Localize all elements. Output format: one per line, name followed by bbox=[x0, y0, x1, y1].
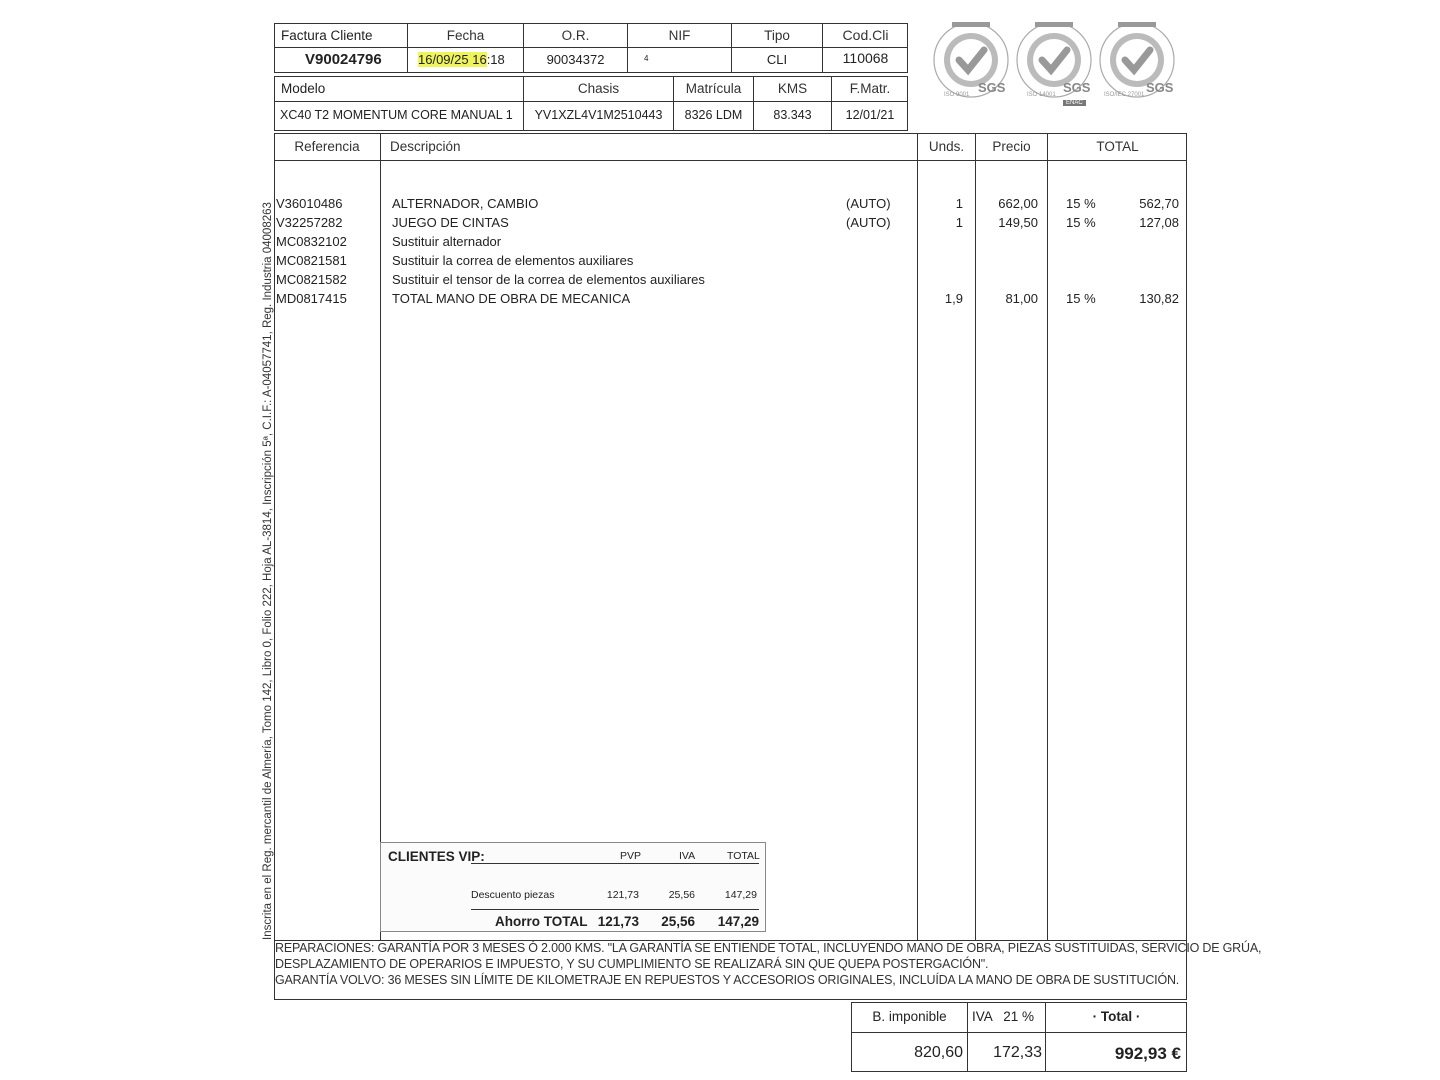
row-total: 127,08 bbox=[1139, 215, 1179, 230]
vip-sum-iva: 25,56 bbox=[661, 914, 695, 929]
vip-row-pvp: 121,73 bbox=[606, 889, 639, 901]
modelo-value: XC40 T2 MOMENTUM CORE MANUAL 1 bbox=[280, 108, 513, 122]
row-ref: MC0821581 bbox=[276, 253, 347, 268]
divider bbox=[274, 47, 908, 48]
row-tag: (AUTO) bbox=[846, 215, 891, 230]
row-desc: Sustituir el tensor de la correa de elementos auxiliares bbox=[392, 272, 705, 287]
vip-col-iva: IVA bbox=[679, 850, 696, 862]
vip-col-total: TOTAL bbox=[727, 850, 760, 862]
sgs-mark: SGS bbox=[1146, 80, 1174, 95]
nif-value: 4 bbox=[644, 54, 649, 63]
label-nif: NIF bbox=[668, 28, 691, 43]
row-ref: MC0821582 bbox=[276, 272, 347, 287]
invoice-number: V90024796 bbox=[305, 51, 382, 68]
divider bbox=[1047, 133, 1048, 941]
row-unds: 1,9 bbox=[944, 291, 963, 306]
invoice-date-highlighted: 16/09/25 16 bbox=[418, 52, 487, 67]
label-tipo: Tipo bbox=[764, 28, 790, 43]
row-ref: MC0832102 bbox=[276, 234, 347, 249]
divider bbox=[975, 133, 976, 941]
warranty-line-3: GARANTÍA VOLVO: 36 MESES SIN LÍMITE DE KILOMETRAJE EN REPUESTOS Y ACCESORIOS ORIGINALES, INCLUÍDA LA MANO DE OBRA DE SUSTITUCIÓN. bbox=[275, 973, 1180, 987]
divider bbox=[471, 863, 759, 864]
label-kms: KMS bbox=[777, 81, 808, 96]
label-chasis: Chasis bbox=[577, 81, 620, 96]
vip-title: CLIENTES VIP: bbox=[388, 849, 485, 864]
fmatr-value: 12/01/21 bbox=[845, 108, 895, 122]
vip-sum-pvp: 121,73 bbox=[597, 914, 639, 929]
chasis-value: YV1XZL4V1M2510443 bbox=[534, 108, 663, 122]
grand-total-value: 992,93 € bbox=[1114, 1044, 1181, 1063]
col-total: TOTAL bbox=[1096, 139, 1139, 154]
label-fmatr: F.Matr. bbox=[849, 81, 891, 96]
row-ref: MD0817415 bbox=[276, 291, 347, 306]
label-matricula: Matrícula bbox=[685, 81, 742, 96]
sgs-mark: SGS bbox=[978, 80, 1006, 95]
or-number: 90034372 bbox=[546, 52, 605, 67]
codcli-value: 110068 bbox=[842, 50, 889, 66]
row-desc: Sustituir la correa de elementos auxiliares bbox=[392, 253, 634, 268]
warranty-line-2: DESPLAZAMIENTO DE OPERARIOS E IMPUESTO, Y SU CUMPLIMIENTO SE REALIZARÁ SIN QUE QUEPA POSTERGACIÓN". bbox=[275, 957, 989, 971]
kms-value: 83.343 bbox=[773, 108, 812, 122]
iso-ring-text: ISO/IEC 27001 bbox=[1104, 92, 1145, 98]
col-descripcion: Descripción bbox=[390, 139, 461, 154]
row-desc: ALTERNADOR, CAMBIO bbox=[392, 196, 539, 211]
sgs-iso27001-logo bbox=[1098, 22, 1176, 108]
row-ref: V36010486 bbox=[276, 196, 343, 211]
col-unds: Unds. bbox=[928, 139, 965, 154]
iso-ring-text: ISO 9001 bbox=[944, 92, 970, 98]
divider bbox=[917, 133, 918, 941]
enac-badge: ENAC bbox=[1063, 100, 1086, 106]
row-unds: 1 bbox=[955, 196, 963, 211]
row-precio: 662,00 bbox=[998, 196, 1038, 211]
invoice-date bbox=[418, 52, 505, 67]
row-total: 130,82 bbox=[1139, 291, 1179, 306]
row-desc: Sustituir alternador bbox=[392, 234, 502, 249]
vip-discount-box bbox=[380, 842, 766, 932]
label-or: O.R. bbox=[561, 28, 590, 43]
col-precio: Precio bbox=[992, 139, 1031, 154]
row-precio: 149,50 bbox=[998, 215, 1038, 230]
iva-value: 172,33 bbox=[993, 1044, 1042, 1061]
invoice-date-rest: :18 bbox=[486, 52, 505, 67]
items-header-divider bbox=[274, 160, 1187, 161]
row-dto: 15 % bbox=[1066, 196, 1096, 211]
vip-sum-total: 147,29 bbox=[717, 914, 759, 929]
sgs-iso14001-logo bbox=[1015, 22, 1093, 108]
row-unds: 1 bbox=[955, 215, 963, 230]
total-label: · Total · bbox=[1092, 1009, 1141, 1024]
vip-col-pvp: PVP bbox=[620, 850, 642, 862]
row-ref: V32257282 bbox=[276, 215, 343, 230]
divider bbox=[380, 133, 381, 941]
sgs-iso9001-logo bbox=[932, 22, 1010, 108]
vip-row-label: Descuento piezas bbox=[471, 889, 555, 901]
label-fecha: Fecha bbox=[446, 28, 485, 43]
vip-sum-label: Ahorro TOTAL bbox=[495, 914, 588, 929]
row-total: 562,70 bbox=[1139, 196, 1179, 211]
iva-label: IVA 21 % bbox=[972, 1009, 1035, 1024]
row-desc: JUEGO DE CINTAS bbox=[392, 215, 509, 230]
base-label: B. imponible bbox=[872, 1009, 947, 1024]
row-precio: 81,00 bbox=[1005, 291, 1038, 306]
sgs-mark: SGS bbox=[1063, 80, 1091, 95]
divider bbox=[274, 101, 908, 102]
row-tag: (AUTO) bbox=[846, 196, 891, 211]
divider bbox=[851, 1032, 1187, 1033]
label-codcli: Cod.Cli bbox=[842, 27, 889, 43]
iso-ring-text: ISO 14001 bbox=[1027, 92, 1056, 98]
col-referencia: Referencia bbox=[294, 139, 360, 154]
label-factura: Factura Cliente bbox=[281, 28, 373, 43]
divider bbox=[471, 909, 759, 910]
matricula-value: 8326 LDM bbox=[684, 108, 743, 122]
base-value: 820,60 bbox=[914, 1044, 963, 1061]
tipo-value: CLI bbox=[766, 52, 788, 67]
warranty-line-1: REPARACIONES: GARANTÍA POR 3 MESES Ó 2.000 KMS. "LA GARANTÍA SE ENTIENDE TOTAL, INCLUYENDO MANO DE OBRA, PIEZAS SUSTITUIDAS, SERVICIO DE GRÚA, bbox=[275, 941, 1262, 955]
label-modelo: Modelo bbox=[281, 81, 326, 96]
vip-row-iva: 25,56 bbox=[668, 889, 695, 901]
row-desc: TOTAL MANO DE OBRA DE MECANICA bbox=[392, 291, 631, 306]
registry-sidebar-text: Inscrita en el Reg. mercantil de Almería, Tomo 142, Libro 0, Folio 222, Hoja AL-3814, Inscripción 5ª, C.I.F.: A-04057741, Reg. Industria 04008263 bbox=[262, 202, 274, 940]
row-dto: 15 % bbox=[1066, 215, 1096, 230]
vip-row-total: 147,29 bbox=[724, 889, 757, 901]
row-dto: 15 % bbox=[1066, 291, 1096, 306]
